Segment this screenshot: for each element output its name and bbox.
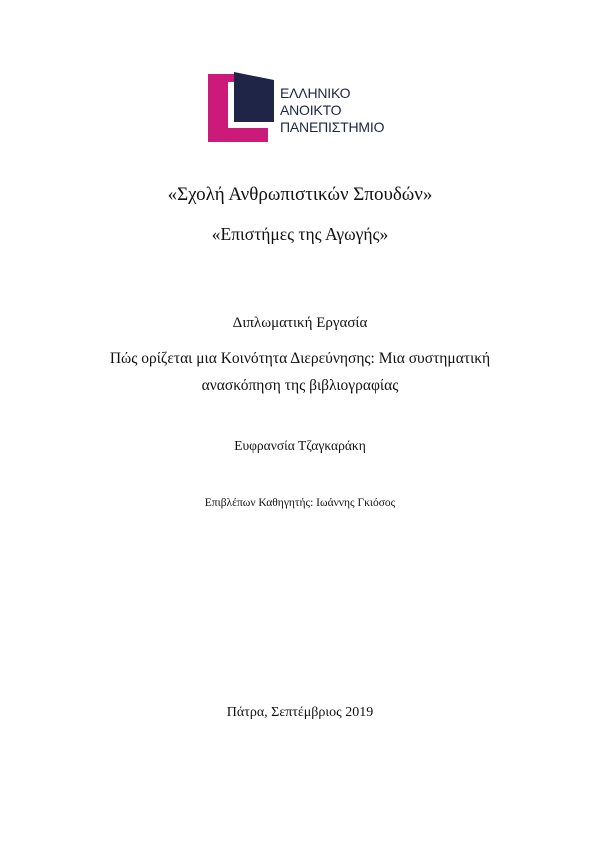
thesis-title-line-2: ανασκόπηση της βιβλιογραφίας (201, 377, 399, 394)
logo-line-2: ΑΝΟΙΚΤΟ (280, 102, 342, 118)
thesis-title-line-1: Πώς ορίζεται μια Κοινότητα Διερεύνησης: Μια συστηματική (109, 350, 491, 367)
author-name: Ευφρανσία Τζαγκαράκη (234, 438, 366, 453)
thesis-type: Διπλωματική Εργασία (232, 315, 368, 331)
logo-line-1: ΕΛΛΗΝΙΚΟ (280, 85, 351, 101)
university-logo (208, 72, 398, 144)
logo-line-3: ΠΑΝΕΠΙΣΤΗΜΙΟ (280, 119, 385, 135)
logo-emblem-icon (208, 72, 276, 144)
department-name: «Επιστήμες της Αγωγής» (211, 224, 389, 244)
place-and-date: Πάτρα, Σεπτέμβριος 2019 (226, 705, 374, 720)
logo-wordmark (280, 85, 384, 136)
supervisor: Επιβλέπων Καθηγητής: Ιωάννης Γκιόσος (204, 497, 396, 509)
school-name: «Σχολή Ανθρωπιστικών Σπουδών» (167, 184, 433, 205)
